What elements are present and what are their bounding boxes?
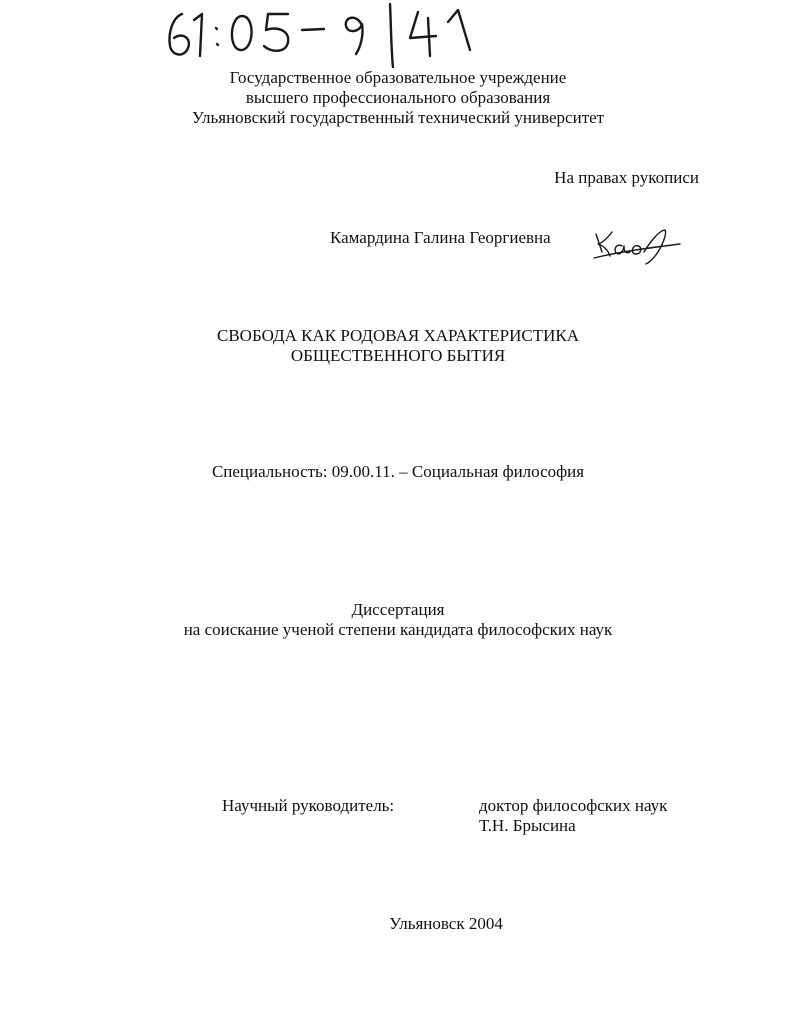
dissertation-title <box>0 326 796 366</box>
institution-line-1: Государственное образовательное учреждение <box>229 68 567 87</box>
supervisor-label: Научный руководитель: <box>222 796 395 815</box>
manuscript-rights-note: На правах рукописи <box>554 168 699 187</box>
institution-block <box>0 68 796 128</box>
specialty-line: Специальность: 09.00.11. – Социальная философия <box>211 462 585 481</box>
handwritten-archive-code <box>160 0 480 68</box>
dissertation-label: Диссертация <box>351 600 445 619</box>
title-line-1: СВОБОДА КАК РОДОВАЯ ХАРАКТЕРИСТИКА <box>216 326 580 345</box>
supervisor-info <box>479 796 667 836</box>
institution-line-2: высшего профессионального образования <box>245 88 551 107</box>
author-name: Камардина Галина Георгиевна <box>330 228 551 247</box>
supervisor-name: Т.Н. Брысина <box>479 816 576 835</box>
title-line-2: ОБЩЕСТВЕННОГО БЫТИЯ <box>290 346 506 365</box>
degree-description: на соискание ученой степени кандидата философских наук <box>183 620 613 639</box>
dissertation-degree-block <box>0 600 796 640</box>
supervisor-degree: доктор философских наук <box>479 796 668 815</box>
city-year: Ульяновск 2004 <box>389 914 503 933</box>
institution-line-3: Ульяновский государственный технический университет <box>191 108 605 127</box>
author-signature <box>588 222 688 266</box>
